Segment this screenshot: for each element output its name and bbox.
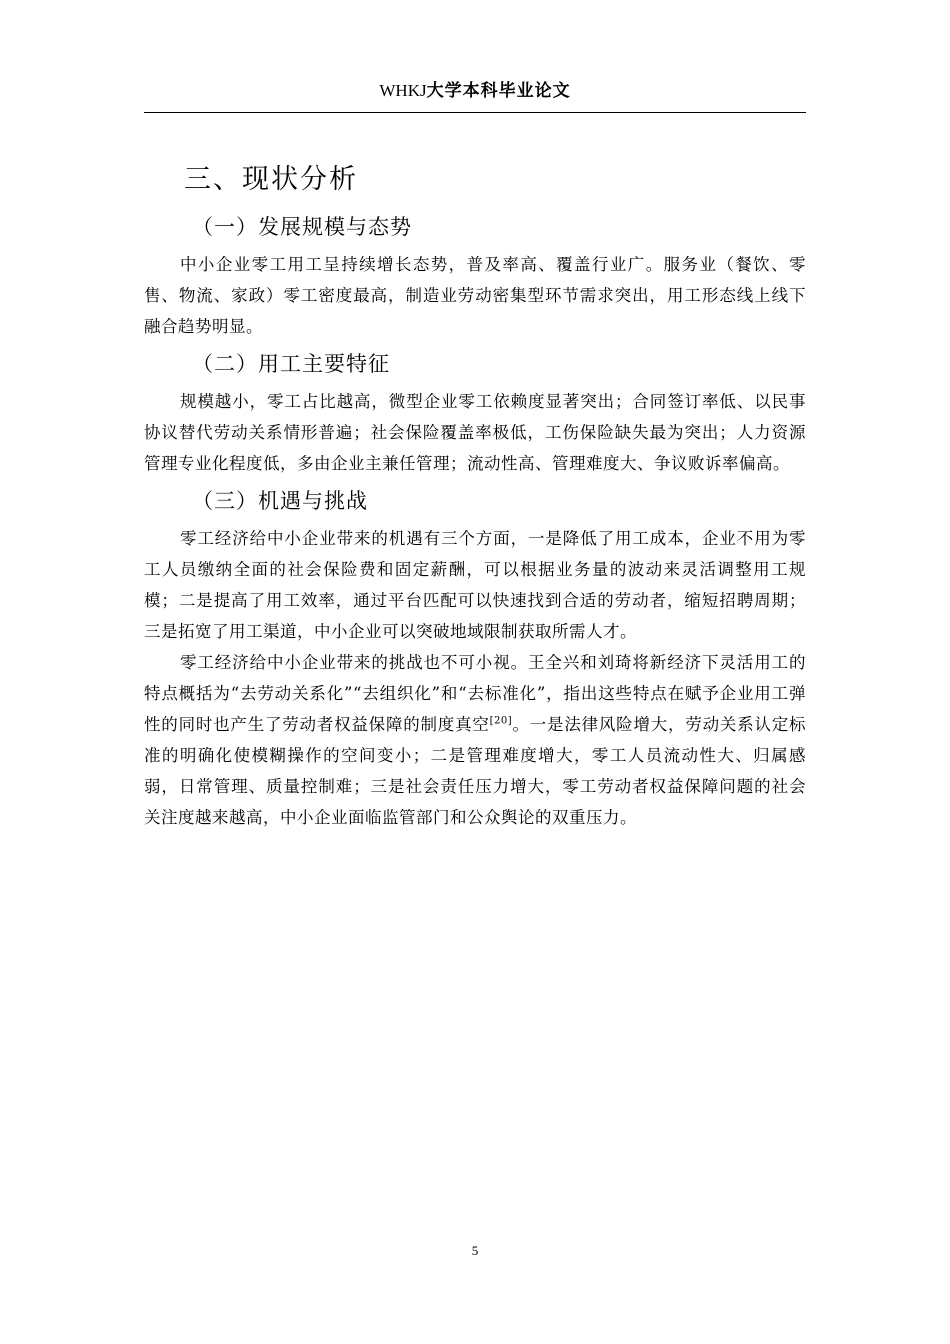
page-header <box>144 72 806 113</box>
page-number: 5 <box>471 1243 479 1258</box>
header-prefix: WHKJ <box>379 81 427 100</box>
paragraph-4-text-before: 零工经济给中小企业带来的挑战也不可小视。王全兴和刘琦将新经济下灵活用工的特点概括为“去劳动关系化”“去组织化”和“去标准化”，指出这些特点在赋予企业用工弹性的同时也产生了劳动者权益保障的制度真空 <box>144 653 806 734</box>
paragraph-4-text-after: 。一是法律风险增大，劳动关系认定标准的明确化使模糊操作的空间变小；二是管理难度增大，零工人员流动性大、归属感弱，日常管理、质量控制难；三是社会责任压力增大，零工劳动者权益保障问题的社会关注度越来越高，中小企业面临监管部门和公众舆论的双重压力。 <box>144 715 807 827</box>
document-body <box>144 155 806 833</box>
paragraph-1: 中小企业零工用工呈持续增长态势，普及率高、覆盖行业广。服务业（餐饮、零售、物流、家政）零工密度最高，制造业劳动密集型环节需求突出，用工形态线上线下融合趋势明显。 <box>144 255 806 336</box>
paragraph-4 <box>144 647 806 833</box>
citation-reference: [20] <box>489 715 513 727</box>
subsection-title-2: （二）用工主要特征 <box>192 352 390 376</box>
subsection-title-3: （三）机遇与挑战 <box>192 489 368 513</box>
subsection-title-1: （一）发展规模与态势 <box>192 215 412 239</box>
section-title: 三、现状分析 <box>184 164 358 195</box>
paragraph-2: 规模越小，零工占比越高，微型企业零工依赖度显著突出；合同签订率低、以民事协议替代劳动关系情形普遍；社会保险覆盖率极低，工伤保险缺失最为突出；人力资源管理专业化程度低，多由企业主兼任管理；流动性高、管理难度大、争议败诉率偏高。 <box>144 392 806 473</box>
header-title-text: 大学本科毕业论文 <box>426 81 571 101</box>
paragraph-3: 零工经济给中小企业带来的机遇有三个方面，一是降低了用工成本，企业不用为零工人员缴纳全面的社会保险费和固定薪酬，可以根据业务量的波动来灵活调整用工规模；二是提高了用工效率，通过平台匹配可以快速找到合适的劳动者，缩短招聘周期；三是拓宽了用工渠道，中小企业可以突破地域限制获取所需人才。 <box>144 529 806 641</box>
header-title <box>144 76 806 101</box>
